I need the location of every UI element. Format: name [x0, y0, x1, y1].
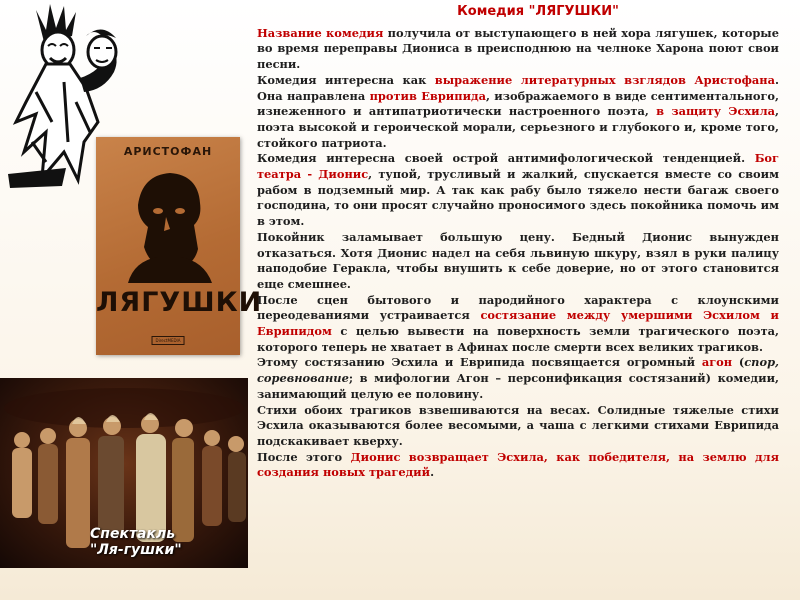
body-text: Этому состязанию Эсхила и Еврипида посвящается огромный	[257, 355, 702, 370]
highlighted-text: выражение литературных взглядов Аристофана	[434, 72, 776, 87]
body-text: (	[732, 355, 745, 370]
body-text: ; в мифологии Агон – персонификация состязаний) комедии, занимающий целую ее половину.	[257, 371, 779, 401]
body-text: После этого	[257, 449, 351, 464]
paragraph	[257, 230, 779, 293]
book-publisher-logo: DirectMEDIA	[152, 336, 185, 345]
body-text: Покойник заламывает большую цену. Бедный Дионис вынужден отказаться. Хотя Дионис надел на себя львиную шкуру, взял в руки палицу наподобие Геракла, чтобы внушить к себе доверие, но от этого становится еще смешнее.	[257, 229, 779, 291]
paragraph	[257, 73, 779, 152]
performance-photo	[0, 378, 248, 568]
highlighted-text: в защиту Эсхила	[656, 104, 776, 119]
aristophanes-portrait	[118, 165, 218, 283]
paragraphs	[257, 26, 779, 481]
body-text: , тупой, трусливый и жалкий, спускается вместе со своим рабом в подземный мир. А так как рабу было тяжело нести багаж своего господина, то они просят случайно проносимого здесь покойника помочь им в этом.	[257, 167, 779, 229]
highlighted-text: Бог театра - Дионис	[257, 151, 779, 182]
text-content	[257, 4, 779, 481]
photo-caption	[90, 526, 182, 558]
body-text: , поэта высокой и героической морали, серьезного и глубокого и, кроме того, стойкого патриота.	[257, 104, 779, 150]
body-text: . Она направлена	[257, 72, 779, 103]
highlighted-text: против Еврипида	[369, 88, 486, 103]
body-text: Комедия интересна своей острой антимифологической тенденцией.	[257, 151, 755, 166]
highlighted-text: Дионис возвращает Эсхила, как победителя, на землю для создания новых трагедий	[257, 449, 779, 480]
page-title: Комедия "ЛЯГУШКИ"	[457, 4, 619, 19]
highlighted-text: Название комедия	[257, 25, 384, 40]
body-text: с целью вывести на поверхность земли трагического поэта, которого теперь не хватает в Афинах после смерти всех великих трагиков.	[257, 324, 779, 354]
photo-caption-line1: Спектакль	[90, 526, 176, 542]
body-text: .	[430, 465, 435, 480]
highlighted-text: состязание между умершими Эсхилом и Еврипидом	[257, 308, 779, 339]
paragraph	[257, 450, 779, 481]
highlighted-text: агон	[701, 355, 733, 370]
paragraph	[257, 355, 779, 402]
book-title: ЛЯГУШКИ	[96, 287, 263, 318]
body-text: После сцен бытового и пародийного характера с клоунскими переодеваниями устраивается	[257, 292, 779, 323]
body-text: Стихи обоих трагиков взвешиваются на весах. Солидные тяжелые стихи Эсхила оказываются более весомыми, а чаша с легкими стихами Еврипида подскакивает кверху.	[257, 402, 779, 448]
body-text: , изображаемого в виде сентиментального, изнеженного и антипатриотически настроенного поэта,	[257, 88, 779, 119]
book-cover	[96, 137, 263, 355]
paragraph	[257, 26, 779, 73]
photo-caption-line2: "Ля-гушки"	[90, 542, 182, 558]
body-text: получила от выступающего в ней хора лягушек, которые во время переправы Диониса в преисподнюю на челноке Харона поют свои песни.	[257, 25, 779, 72]
italic-text: спор, соревнование	[257, 355, 779, 386]
paragraph	[257, 151, 779, 230]
body-text: Комедия интересна как	[257, 72, 435, 87]
book-author: АРИСТОФАН	[123, 145, 213, 158]
paragraph	[257, 293, 779, 356]
paragraph	[257, 403, 779, 450]
